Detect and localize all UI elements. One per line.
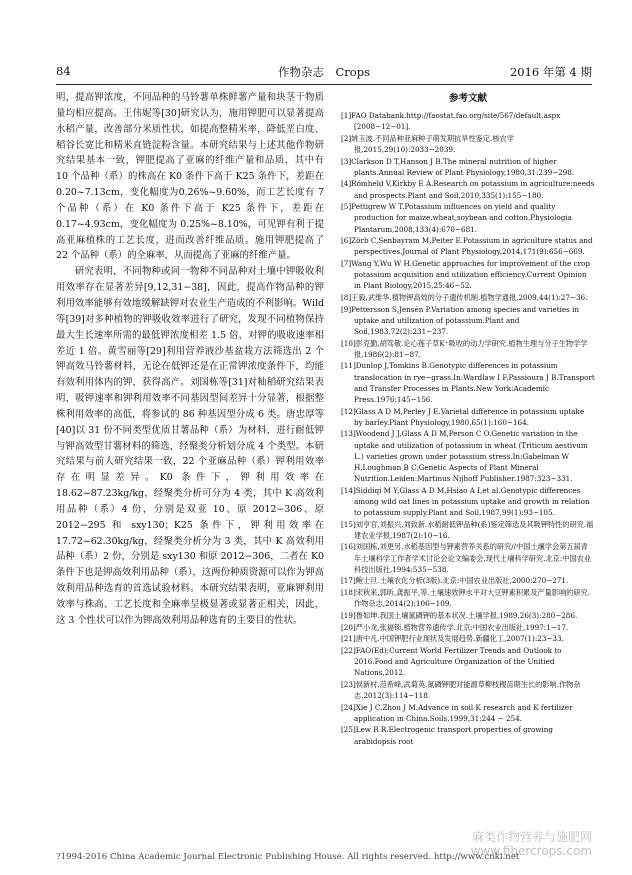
body-paragraph: 研究表明，不同物种或同一物种不同品种对土壤中钾吸收利用效率存在显著差异[9,12,31−38]，因此，提高作物品种的钾利用效率能够有效地缓解缺钾对农业生产造成的不利影响。Wild 等[39]对多种植物的钾吸收效率进行了研究，发现不同植物保持最大生长速率所需的最低钾浓度相差 1.5 倍，对钾的吸收速率相差近 1 倍。黄雪丽等[29]利用营养液沙基盆栽方法筛选出 2 个钾高效马铃薯材料，无论在低钾还是在正常钾浓度条件下，均能有效利用体内的钾，获得高产。刘国栋等[31]对籼稻研究结果表明，吸钾速率和钾利用效率不同基因型间差异十分显著，根据整株利用效率的高低，将参试的 86 种基因型分成 6 类。唐忠厚等[40]以 31 份不同类型优质甘薯品种（系）为材料，进行耐低钾与钾高效型甘薯材料的筛选，经聚类分析划分成 4 个类型。本研究结果与前人研究结果一致，22 个亚麻品种（系）钾利用效率存在明显差异。K0 条件下，钾利用效率在 18.62~87.23kg/kg，经聚类分析可分为 4 类，其中 K 高效利用品种（系）4 份，分别是双亚 10、原 2012−306、原 2012−295 和 sxy130；K25 条件下，钾利用效率在 17.72~62.30kg/kg，经聚类分析分为 3 类，其中 K 高效利用品种（系）2 份，分别是 sxy130 和原 2012−306，二者在 K0 条件下也是钾高效利用品种（系），这两份种质资源可以作为钾高效利用品种选育的首选试验材料。本研究结果表明，亚麻钾利用效率与株高、工艺长度和全麻率呈极显著或显著正相关，因此，这 3 个性状可以作为钾高效利用品种选育的主要目的性状。 <box>56 266 324 626</box>
copyright-notice: ?1994-2016 China Academic Journal Electronic Publishing House. All rights reserved. http://www.cnki.net <box>56 852 520 862</box>
reference-item: [11]Dunlop J,Tomkins B.Genotypic differences in potassium translocation in rye−grass.In:Wardlaw I F,Passioura J B.Transport and Transfer Processes in Plants.New York:Academic Press.1976:145−156. <box>341 361 595 404</box>
references-heading: 参考文献 <box>448 93 487 104</box>
reference-item: [24]Xie J C,Zhou J M.Advance in soil K research and K fertilizer application in China.Soils,1999,31:244 − 254. <box>341 702 573 723</box>
reference-item: [6]Zörb C,Senbayram M,Peiter E.Potassium in agriculture status and perspectives.Journal of Plant Physiology,2014,171(9):656−669. <box>341 236 593 257</box>
issue-label: 2016 年第 4 期 <box>509 65 592 79</box>
page-number: 84 <box>56 64 71 78</box>
reference-item: [14]Siddiqi M Y,Glass A D M,Hsiao A I,et al.Genotypic differences among wild oat lines in potassium uptake and growth in relation to potassium supply.Plant and Soil,1987,99(1):93−105. <box>341 485 590 517</box>
reference-item: [9]Pettersson S,Jensén P.Variation among species and varieties in uptake and utilization of potassium.Plant and Soil,1983,72(2):231−237. <box>341 304 580 336</box>
reference-item: [7]Wang Y,Wu W H.Genetic approaches for improvement of the crop potassium acquisition and utilization efficiency.Current Opinion in Plant Biology,2015,25:46−52. <box>341 259 590 291</box>
reference-item: [4]Römheld V,Kirkby E A.Research on potassium in agriculture:needs and prospects.Plant and Soil,2010,335(1):155−180. <box>341 179 595 200</box>
reference-item: [10]彭克勤,胡笃敬.论心莲子草K⁺吸收的动力学研究.植物生理与分子生物学学报,1986(2):81−87. <box>341 338 588 359</box>
reference-item: [13]Woodend J J,Glass A D M,Person C O.Genetic variation in the uptake and utilization of potassium in wheat (Triticum aestivum L.) varieties grown under potassium stress.In:Gabelman W H,Loughman B C.Genetic Aspects of Plant Mineral Nutrition.Leiden:Martinus Nijhoff Publisher.1987:323−331. <box>341 429 588 483</box>
page-header <box>56 64 592 82</box>
reference-item: [3]Clarkson D T,Hanson J B.The mineral nutrition of higher plants.Annual Review of Plant Physiology,1980,31:239−298. <box>341 156 575 177</box>
reference-item: [16]刘国栋,刘更另.水稻基因型与钾素营养关系的研究//中国土壤学会第五届青年土壤科学工作者学术讨论会论文编委会.现代土壤科学研究.北京:中国农业科技出版社,1994:535−538. <box>341 542 591 574</box>
journal-title: 作物杂志 Crops <box>278 65 370 79</box>
reference-list <box>341 110 595 747</box>
watermark-text: 麻类作物营养与施肥网 <box>471 830 592 844</box>
header-rule <box>56 84 592 85</box>
reference-item: [5]Pettigrew W T.Potassium influences on yield and quality production for maize,wheat,soybean and cotton.Physiologia Plantarum,2008,133(4):670−681. <box>341 202 572 234</box>
reference-item: [1]FAO Databank.http://faostat.fao.org/site/567/default.aspx [2008−12−01]. <box>341 111 561 132</box>
reference-item: [15]刘亨官,刘振兴,刘致新.水稻耐低钾品种(系)鉴定筛选及其吸钾特性的研究.福建农业学报,1987(2):10−16. <box>341 519 594 540</box>
reference-item: [2]姚玉波.不同品种亚麻种子萌发期抗旱性鉴定.核农学报,2015,29(10):2033−2039. <box>341 133 514 154</box>
reference-item: [17]鲍士旦.土壤农化分析(3版).北京:中国农业出版社,2000:270−271. <box>341 576 569 586</box>
reference-item: [18]宋秋来,郭昕,龚振平,等.土壤速效钾水平对大豆钾素积累及产量影响的研究.作物杂志,2014(2):106−109. <box>341 588 590 609</box>
body-paragraph: 明，提高钾浓度，不同品种的马铃薯单株鲜薯产量和块茎干物质量均相应提高。王伟妮等[30]研究认为，施用钾肥可以显著提高水稻产量，改善部分米质性状，如提高整精米率，降低垩白度、稻谷长宽比和精米直链淀粉含量。本研究结果与上述其他作物研究结果基本一致，钾肥提高了亚麻的纤维产量和品质，其中有 10 个品种（系）的株高在 K0 条件下高于 K25 条件下，差距在 0.20~7.13cm，变化幅度为0.26%~9.60%，而工艺长度有 7 个品种（系）在 K0 条件下高于 K25 条件下，差距在 0.17~4.93cm，变化幅度为 0.25%~8.10%，可见钾有利于提高亚麻植株的工艺长度，进而改善纤维品质。施用钾肥提高了 22 个品种（系）的全麻率，从而提高了亚麻的纤维产量。 <box>56 92 324 262</box>
reference-item: [21]唐中凡.中国钾肥行业现状及发展趋势.新疆化工,2007(1):23−33. <box>341 634 564 644</box>
reference-item: [25]Lew R R.Electrogenic transport properties of growing arabidopsis root <box>341 725 554 746</box>
reference-item: [19]鲁如坤.我国土壤氮磷钾的基本状况.土壤学报,1989,26(3):280−286. <box>341 610 578 620</box>
reference-item: [8]王毅,武维华.植物钾高效的分子遗传机制.植物学通报,2009,44(1):27−36. <box>341 293 588 302</box>
reference-item: [20]严小龙,张福锁.植物营养遗传学.北京:中国农业出版社,1997:1−17. <box>341 622 569 632</box>
references-column <box>341 92 595 747</box>
reference-item: [23]侯新村,范希峰,武菊英.氮磷钾肥对能源草柳枝稷苗期生长的影响.作物杂志,2012(3):114−118. <box>341 679 581 700</box>
reference-item: [12]Glass A D M,Perley J E.Varietal difference in potassium uptake by barley.Plant Physiology,1980,65(1):160−164. <box>341 406 585 427</box>
watermark-url: www.fibercrops.com <box>470 844 592 858</box>
body-text-column <box>56 90 324 629</box>
reference-item: [22]FAO(Ed):Current World Fertilizer Trends and Outlook to 2016.Food and Agriculture Organization of the Unitied Nations,2012. <box>341 645 562 678</box>
